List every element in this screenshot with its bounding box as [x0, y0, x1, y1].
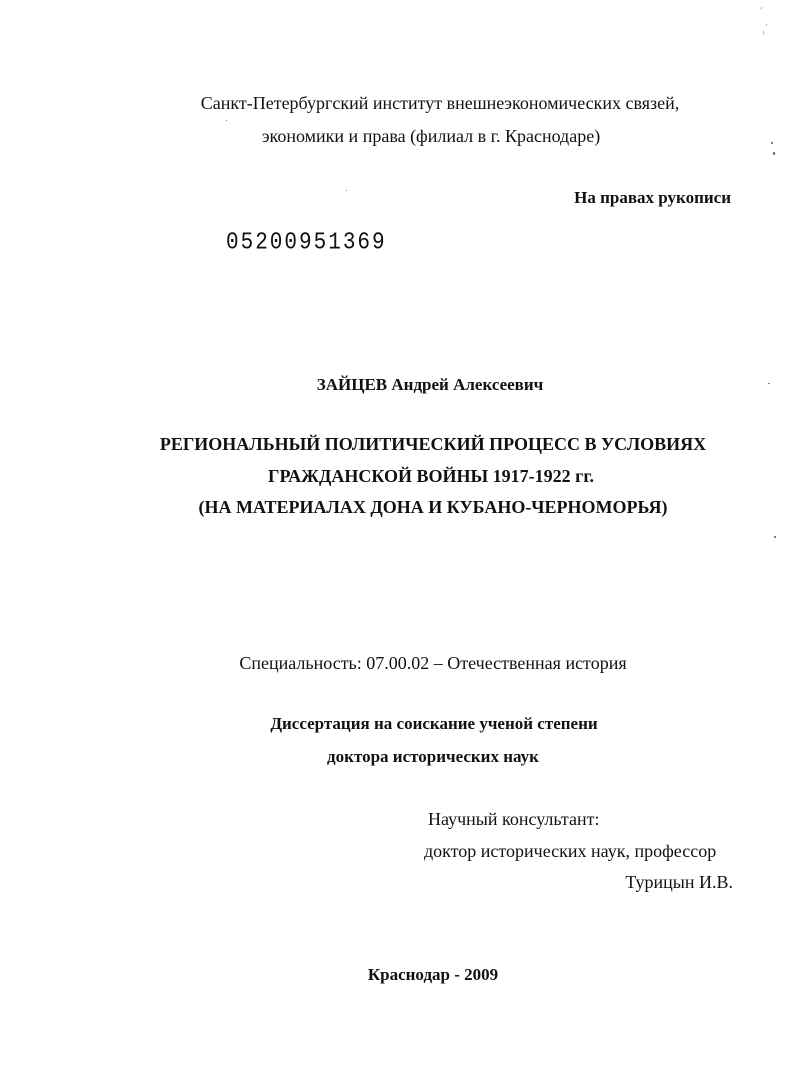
dissertation-line-2: доктора исторических наук [327, 747, 539, 766]
title-line-1: РЕГИОНАЛЬНЫЙ ПОЛИТИЧЕСКИЙ ПРОЦЕСС В УСЛОВИЯХ [159, 434, 707, 454]
title-line-2: ГРАЖДАНСКОЙ ВОЙНЫ 1917-1922 гг. [268, 466, 594, 486]
author-name: ЗАЙЦЕВ Андрей Алексеевич [316, 375, 544, 394]
specialty-line: Специальность: 07.00.02 – Отечественная история [239, 653, 627, 673]
institution-line-1: Санкт-Петербургский институт внешнеэкономических связей, [200, 93, 680, 113]
dissertation-line-1: Диссертация на соискание ученой степени [270, 714, 598, 733]
manuscript-note: На правах рукописи [574, 188, 731, 207]
consultant-label: Научный консультант: [428, 809, 600, 829]
institution-line-2: экономики и права (филиал в г. Краснодаре) [261, 126, 601, 146]
consultant-name: Турицын И.В. [625, 872, 733, 892]
scan-mark: · [765, 21, 768, 31]
document-number: 05200951369 [226, 230, 387, 257]
scan-mark: ˈ [760, 7, 763, 17]
scan-speck [226, 120, 227, 121]
scan-speck [768, 383, 770, 384]
scan-speck [774, 536, 776, 538]
consultant-degree: доктор исторических наук, профессор [424, 841, 717, 861]
scan-speck [771, 142, 773, 144]
city-year: Краснодар - 2009 [367, 965, 499, 984]
title-line-3: (НА МАТЕРИАЛАХ ДОНА И КУБАНО-ЧЕРНОМОРЬЯ) [198, 497, 668, 517]
scan-speck [773, 152, 775, 155]
scan-speck [346, 190, 347, 191]
scan-mark: ˡ [763, 31, 765, 41]
